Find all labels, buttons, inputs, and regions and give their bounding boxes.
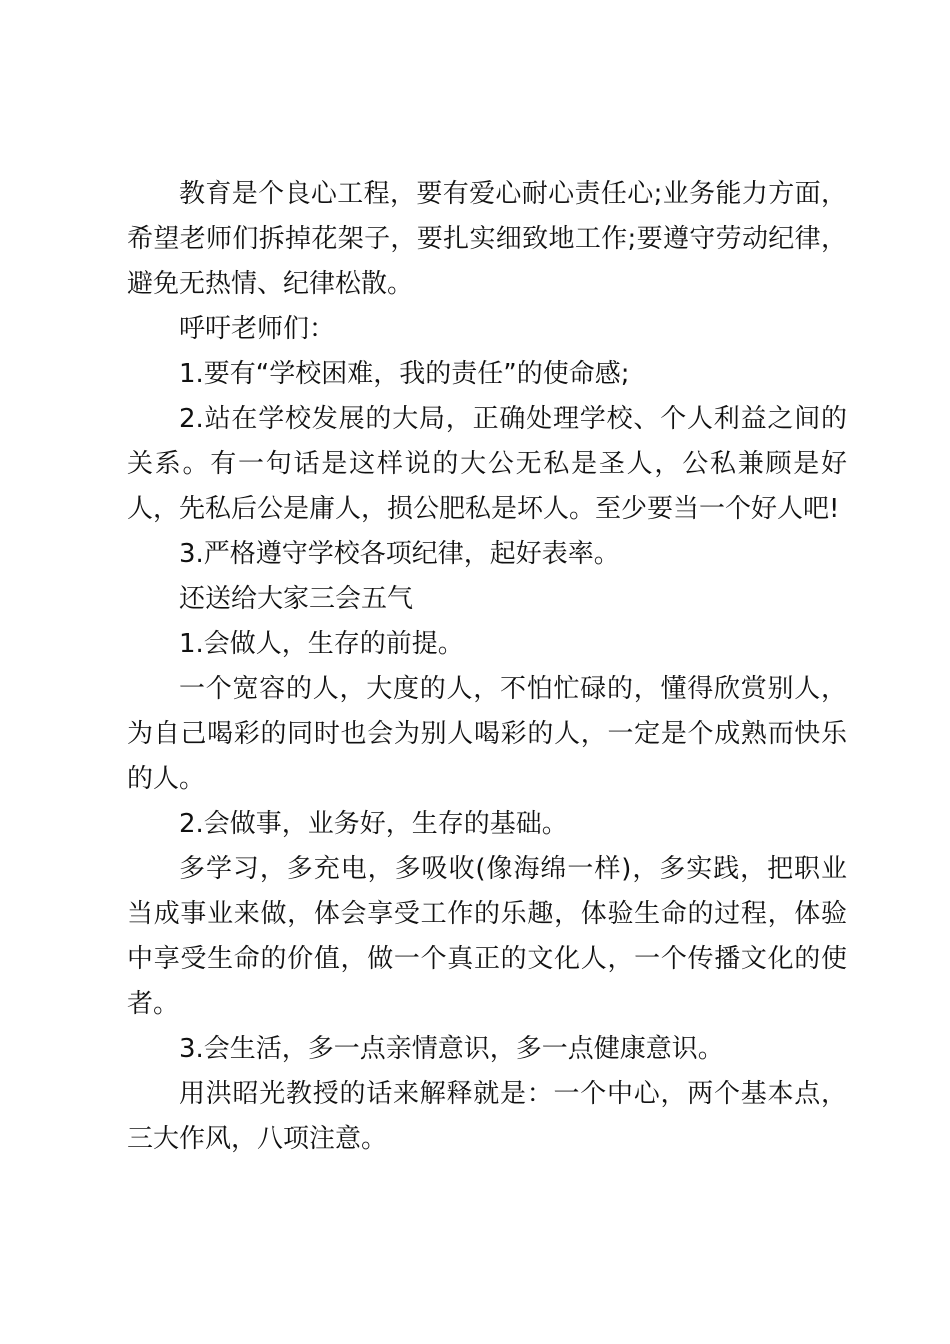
paragraph-3: 1.要有“学校困难，我的责任”的使命感; [179, 359, 630, 389]
paragraph-10: 多学习，多充电，多吸收(像海绵一样)，多实践，把职业当成事业来做，体会享受工作的乐趣，体验生命的过程，体验中享受生命的价值，做一个真正的文化人，一个传播文化的使者。 [127, 854, 847, 1019]
paragraph-7: 1.会做人，生存的前提。 [179, 629, 464, 659]
paragraph-12: 用洪昭光教授的话来解释就是：一个中心，两个基本点，三大作风，八项注意。 [127, 1079, 847, 1154]
paragraph-8: 一个宽容的人，大度的人，不怕忙碌的，懂得欣赏别人，为自己喝彩的同时也会为别人喝彩的人，一定是个成熟而快乐的人。 [127, 674, 847, 794]
paragraph-5: 3.严格遵守学校各项纪律，起好表率。 [179, 539, 620, 569]
paragraph-9: 2.会做事，业务好，生存的基础。 [179, 809, 568, 839]
paragraph-4: 2.站在学校发展的大局，正确处理学校、个人利益之间的关系。有一句话是这样说的大公无私是圣人，公私兼顾是好人，先私后公是庸人，损公肥私是坏人。至少要当一个好人吧! [127, 404, 847, 524]
paragraph-2: 呼吁老师们： [179, 314, 336, 344]
paragraph-11: 3.会生活，多一点亲情意识，多一点健康意识。 [179, 1034, 724, 1064]
document-body [127, 172, 847, 1162]
paragraph-6: 还送给大家三会五气 [179, 584, 414, 614]
paragraph-1: 教育是个良心工程，要有爱心耐心责任心;业务能力方面，希望老师们拆掉花架子，要扎实细致地工作;要遵守劳动纪律，避免无热情、纪律松散。 [127, 179, 847, 299]
